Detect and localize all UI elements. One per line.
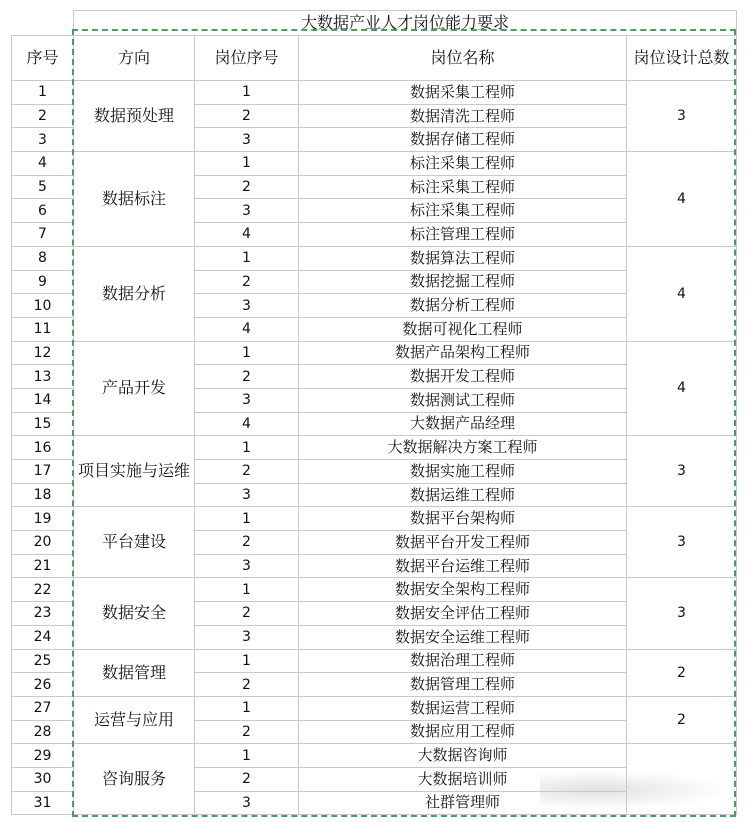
- position-no-cell[interactable]: 3: [195, 554, 299, 578]
- position-no-cell[interactable]: 2: [195, 365, 299, 389]
- position-no-cell[interactable]: 1: [195, 696, 299, 720]
- position-name-cell[interactable]: 数据运营工程师: [299, 696, 627, 720]
- position-name-cell[interactable]: 数据可视化工程师: [299, 317, 627, 341]
- position-no-cell[interactable]: 4: [195, 412, 299, 436]
- position-total-cell[interactable]: 3: [627, 81, 737, 152]
- position-no-cell[interactable]: 2: [195, 602, 299, 626]
- position-no-cell[interactable]: 3: [195, 483, 299, 507]
- table-row: [12, 578, 737, 602]
- row-index-cell[interactable]: 7: [12, 223, 74, 247]
- position-name-cell[interactable]: 数据开发工程师: [299, 365, 627, 389]
- row-index-cell[interactable]: 14: [12, 388, 74, 412]
- position-name-cell[interactable]: 数据安全架构工程师: [299, 578, 627, 602]
- table-row: [12, 152, 737, 176]
- table-title[interactable]: 大数据产业人才岗位能力要求: [74, 11, 737, 36]
- row-index-cell[interactable]: 13: [12, 365, 74, 389]
- direction-cell[interactable]: 项目实施与运维: [74, 436, 195, 507]
- position-name-cell[interactable]: 大数据培训师: [299, 767, 627, 791]
- row-index-cell[interactable]: 22: [12, 578, 74, 602]
- row-index-cell[interactable]: 18: [12, 483, 74, 507]
- position-total-cell[interactable]: 4: [627, 341, 737, 436]
- row-index-cell[interactable]: 12: [12, 341, 74, 365]
- position-name-cell[interactable]: 数据安全运维工程师: [299, 625, 627, 649]
- position-name-cell[interactable]: 数据测试工程师: [299, 388, 627, 412]
- row-index-cell[interactable]: 3: [12, 128, 74, 152]
- row-index-cell[interactable]: 16: [12, 436, 74, 460]
- row-index-cell[interactable]: 20: [12, 531, 74, 555]
- position-no-cell[interactable]: 1: [195, 578, 299, 602]
- row-index-cell[interactable]: 25: [12, 649, 74, 673]
- position-no-cell[interactable]: 3: [195, 294, 299, 318]
- header-index[interactable]: 序号: [12, 36, 74, 81]
- position-no-cell[interactable]: 1: [195, 436, 299, 460]
- position-no-cell[interactable]: 4: [195, 223, 299, 247]
- position-name-cell[interactable]: 数据治理工程师: [299, 649, 627, 673]
- position-name-cell[interactable]: 数据分析工程师: [299, 294, 627, 318]
- row-index-cell[interactable]: 4: [12, 152, 74, 176]
- position-no-cell[interactable]: 3: [195, 128, 299, 152]
- table-row: [12, 696, 737, 720]
- position-no-cell[interactable]: 4: [195, 317, 299, 341]
- position-name-cell[interactable]: 数据挖掘工程师: [299, 270, 627, 294]
- spreadsheet: [11, 10, 737, 815]
- position-no-cell[interactable]: 3: [195, 199, 299, 223]
- position-total-cell[interactable]: 4: [627, 152, 737, 247]
- position-name-cell[interactable]: 数据清洗工程师: [299, 104, 627, 128]
- row-index-cell[interactable]: 21: [12, 554, 74, 578]
- row-index-cell[interactable]: 8: [12, 246, 74, 270]
- position-name-cell[interactable]: 数据平台运维工程师: [299, 554, 627, 578]
- position-total-cell[interactable]: 3: [627, 436, 737, 507]
- position-total-cell[interactable]: 4: [627, 246, 737, 341]
- position-total-cell[interactable]: [627, 744, 737, 815]
- row-index-cell[interactable]: 23: [12, 602, 74, 626]
- header-total[interactable]: 岗位设计总数: [627, 36, 737, 81]
- corner-cell: [12, 11, 74, 36]
- row-index-cell[interactable]: 27: [12, 696, 74, 720]
- row-index-cell[interactable]: 29: [12, 744, 74, 768]
- direction-cell[interactable]: 数据分析: [74, 246, 195, 341]
- position-no-cell[interactable]: 2: [195, 270, 299, 294]
- position-name-cell[interactable]: 标注采集工程师: [299, 152, 627, 176]
- position-name-cell[interactable]: 标注采集工程师: [299, 175, 627, 199]
- row-index-cell[interactable]: 5: [12, 175, 74, 199]
- position-total-cell[interactable]: 2: [627, 696, 737, 743]
- position-no-cell[interactable]: 1: [195, 744, 299, 768]
- position-name-cell[interactable]: 数据实施工程师: [299, 460, 627, 484]
- position-name-cell[interactable]: 数据平台架构师: [299, 507, 627, 531]
- talent-requirements-table: [11, 10, 737, 815]
- header-position-no[interactable]: 岗位序号: [195, 36, 299, 81]
- direction-cell[interactable]: 数据标注: [74, 152, 195, 247]
- position-no-cell[interactable]: 1: [195, 341, 299, 365]
- position-no-cell[interactable]: 2: [195, 104, 299, 128]
- header-position-name[interactable]: 岗位名称: [299, 36, 627, 81]
- table-row: [12, 436, 737, 460]
- table-row: [12, 341, 737, 365]
- row-index-cell[interactable]: 26: [12, 673, 74, 697]
- row-index-cell[interactable]: 17: [12, 460, 74, 484]
- position-no-cell[interactable]: 1: [195, 152, 299, 176]
- position-no-cell[interactable]: 1: [195, 507, 299, 531]
- row-index-cell[interactable]: 28: [12, 720, 74, 744]
- position-name-cell[interactable]: 数据应用工程师: [299, 720, 627, 744]
- position-name-cell[interactable]: 社群管理师: [299, 791, 627, 815]
- position-name-cell[interactable]: 标注管理工程师: [299, 223, 627, 247]
- direction-cell[interactable]: 数据管理: [74, 649, 195, 696]
- position-no-cell[interactable]: 3: [195, 388, 299, 412]
- position-name-cell[interactable]: 数据算法工程师: [299, 246, 627, 270]
- position-no-cell[interactable]: 2: [195, 531, 299, 555]
- position-name-cell[interactable]: 大数据产品经理: [299, 412, 627, 436]
- row-index-cell[interactable]: 31: [12, 791, 74, 815]
- row-index-cell[interactable]: 2: [12, 104, 74, 128]
- direction-cell[interactable]: 数据预处理: [74, 81, 195, 152]
- direction-cell[interactable]: 咨询服务: [74, 744, 195, 815]
- position-no-cell[interactable]: 1: [195, 81, 299, 105]
- position-total-cell[interactable]: 2: [627, 649, 737, 696]
- position-name-cell[interactable]: 标注采集工程师: [299, 199, 627, 223]
- position-name-cell[interactable]: 数据平台开发工程师: [299, 531, 627, 555]
- position-total-cell[interactable]: 3: [627, 578, 737, 649]
- position-no-cell[interactable]: 3: [195, 625, 299, 649]
- position-name-cell[interactable]: 大数据咨询师: [299, 744, 627, 768]
- position-no-cell[interactable]: 1: [195, 246, 299, 270]
- position-no-cell[interactable]: 2: [195, 720, 299, 744]
- row-index-cell[interactable]: 11: [12, 317, 74, 341]
- table-row: [12, 81, 737, 105]
- position-no-cell[interactable]: 2: [195, 673, 299, 697]
- row-index-cell[interactable]: 10: [12, 294, 74, 318]
- row-index-cell[interactable]: 15: [12, 412, 74, 436]
- position-name-cell[interactable]: 数据运维工程师: [299, 483, 627, 507]
- position-name-cell[interactable]: 数据管理工程师: [299, 673, 627, 697]
- table-row: [12, 744, 737, 768]
- table-body: [12, 81, 737, 815]
- direction-cell[interactable]: 产品开发: [74, 341, 195, 436]
- row-index-cell[interactable]: 1: [12, 81, 74, 105]
- row-index-cell[interactable]: 24: [12, 625, 74, 649]
- row-index-cell[interactable]: 19: [12, 507, 74, 531]
- row-index-cell[interactable]: 9: [12, 270, 74, 294]
- header-direction[interactable]: 方向: [74, 36, 195, 81]
- position-name-cell[interactable]: 数据产品架构工程师: [299, 341, 627, 365]
- position-name-cell[interactable]: 数据安全评估工程师: [299, 602, 627, 626]
- direction-cell[interactable]: 数据安全: [74, 578, 195, 649]
- position-name-cell[interactable]: 数据存储工程师: [299, 128, 627, 152]
- row-index-cell[interactable]: 30: [12, 767, 74, 791]
- position-no-cell[interactable]: 1: [195, 649, 299, 673]
- table-row: [12, 246, 737, 270]
- table-row: [12, 649, 737, 673]
- position-no-cell[interactable]: 2: [195, 175, 299, 199]
- position-name-cell[interactable]: 大数据解决方案工程师: [299, 436, 627, 460]
- position-no-cell[interactable]: 2: [195, 767, 299, 791]
- position-no-cell[interactable]: 2: [195, 460, 299, 484]
- direction-cell[interactable]: 平台建设: [74, 507, 195, 578]
- direction-cell[interactable]: 运营与应用: [74, 696, 195, 743]
- position-total-cell[interactable]: 3: [627, 507, 737, 578]
- position-no-cell[interactable]: 3: [195, 791, 299, 815]
- row-index-cell[interactable]: 6: [12, 199, 74, 223]
- table-row: [12, 507, 737, 531]
- position-name-cell[interactable]: 数据采集工程师: [299, 81, 627, 105]
